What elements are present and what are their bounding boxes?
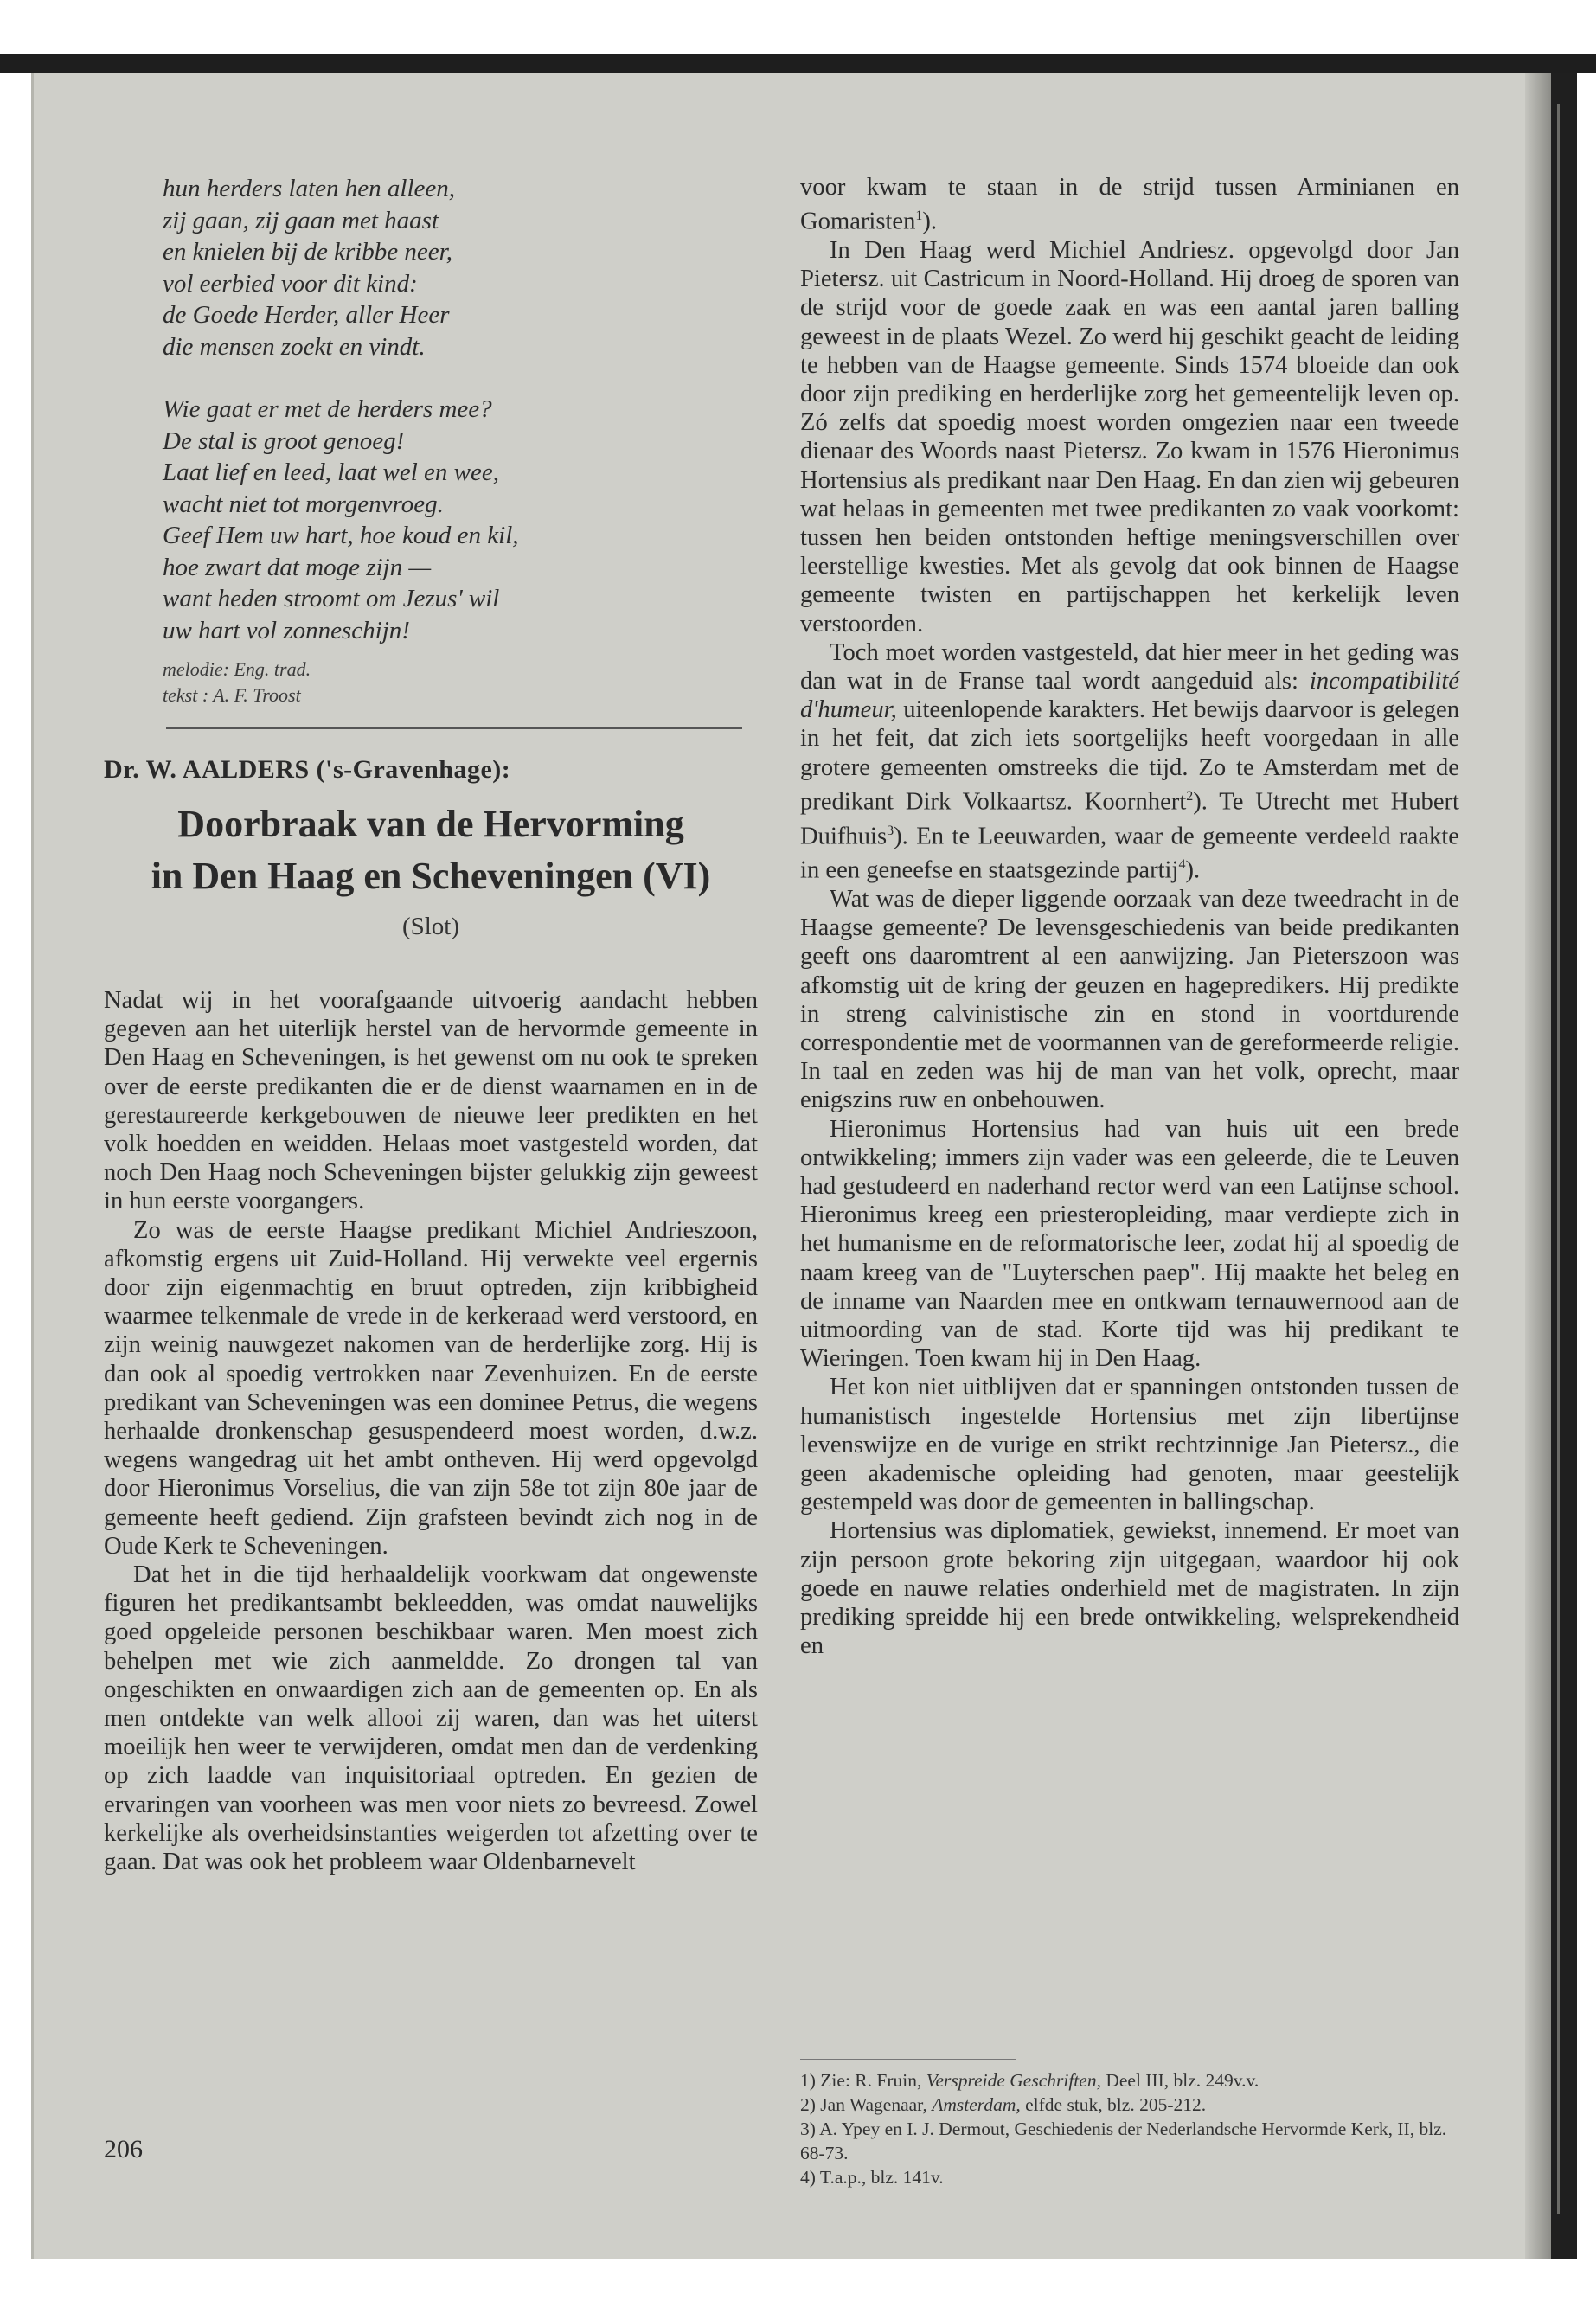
footnote-number: 3) [800,2118,816,2139]
poem-line: de Goede Herder, aller Heer [163,301,450,329]
footnote-number: 4) [800,2167,816,2188]
footnote-number: 1) [800,2070,816,2091]
stanza-gap [163,362,758,394]
footnote-ref: 1 [915,208,923,224]
footnote-italic: Verspreide Geschriften, [926,2070,1101,2091]
paragraph-text: uiteenlopende karakters. Het bewijs daarvoor is gelegen in het feit, dat zich iets soortgelijks heeft voorgedaan in alle grotere gemeenten omstreeks die tijd. Zo te Amsterdam met de predikant Dirk Volkaartsz. Koornhert [800,696,1459,816]
left-column [104,173,758,1876]
poem-line: vol eerbied voor dit kind: [163,269,418,298]
poem-line: en knielen bij de kribbe neer, [163,238,452,266]
footnote-italic: Amsterdam, [932,2094,1021,2115]
paragraph-text: Toch moet worden vastgesteld, dat hier meer in het geding was dan wat in de Franse taal wordt aangeduid als: [800,638,1459,695]
footnote-ref: 4 [1178,857,1186,873]
right-column [800,173,1459,1660]
poem-line: Laat lief en leed, laat wel en wee, [163,458,499,486]
paragraph-text: ). En te Leeuwarden, waar de gemeente verdeeld raakte in een geneefse en staatsgezinde partij [800,823,1459,884]
title-line-1: Doorbraak van de Hervorming [177,803,684,845]
footnote-ref: 2 [1186,788,1194,804]
footnote [800,2093,1459,2117]
poem-line: die mensen zoekt en vindt. [163,332,426,361]
italic-phrase: incompatibilité d'humeur, [800,667,1459,724]
footnote-text: A. Ypey en I. J. Dermout, Geschiedenis der Nederlandsche Hervormde Kerk, II, blz. 68-73. [800,2118,1447,2163]
paragraph: In Den Haag werd Michiel Andriesz. opgevolgd door Jan Pietersz. uit Castricum in Noord-Holland. Hij droeg de sporen van de strijd voor de goede zaak en was een aantal jaren balling geweest in de plaats Wezel. Zo werd hij geschikt geacht de leiding te hebben van de Haagse gemeente. Sinds 1574 bloeide dan ook door zijn prediking en herderlijke zorg het gemeentelijk leven op. Zó zelfs dat spoedig moest worden omgezien naar een tweede dienaar des Woords naast Pietersz. Zo kwam in 1576 Hieronimus Hortensius als predikant naar Den Haag. En dan zien wij gebeuren wat helaas in gemeenten met twee predikanten zo vaak voorkomt: tussen hen beiden ontstonden heftige meningsverschillen over leerstellige kwesties. Met als gevolg dat ook binnen de Haagse gemeente twisten en partijschappen het kerkelijk leven verstoorden. [800,236,1459,638]
paragraph: Wat was de dieper liggende oorzaak van deze tweedracht in de Haagse gemeente? De levensgeschiedenis van beide predikanten geeft ons daaromtrent al een aanwijzing. Jan Pieterszoon was afkomstig uit de kring der geuzen en hagepredikers. Hij predikte in streng calvinistische zin en stond in voortdurende correspondentie met de voormannen van de gereformeerde religie. In taal en zeden was hij de man van het volk, oprecht, maar enigszins ruw en onbehouwen. [800,886,1459,1114]
paragraph: Hieronimus Hortensius had van huis uit een brede ontwikkeling; immers zijn vader was een geleerde, die te Leuven had gestudeerd en naderhand rector werd van een Latijnse school. Hieronimus kreeg een priesteropleiding, maar verdiepte zich in het humanisme en de reformatorische leer, zodat hij al spoedig de naam kreeg van de "Luyterschen paep". Hij maakte het beleg en de inname van Naarden mee en ontkwam ternauwernood aan de uitmoording van de stad. Korte tijd was hij predikant te Wieringen. Toen kwam hij in Den Haag. [800,1115,1459,1373]
poem-line: want heden stroomt om Jezus' wil [163,585,500,612]
footnote-text: T.a.p., blz. 141v. [819,2167,944,2188]
top-margin [0,0,1596,54]
poem-stanza-2 [163,394,758,646]
footnote-text: elfde stuk, blz. 205-212. [1020,2094,1207,2115]
paragraph-text: ). [922,208,938,235]
footnote [800,2068,1459,2093]
paragraph: Het kon niet uitblijven dat er spanningen ontstonden tussen de humanistisch ingestelde Hortensius met zijn libertijnse levenswijze en de vurige en strikt rechtzinnige Jan Pietersz., die geen akademische opleiding had genoten, maar geestelijk gestempeld was door de gemeenten in ballingschap. [800,1374,1459,1516]
article-subtitle: (Slot) [401,913,460,940]
footnote [800,2117,1459,2165]
page-number: 206 [104,2135,143,2163]
bottom-margin [0,2259,1596,2301]
article-author: Dr. W. AALDERS ('s-Gravenhage): [104,755,511,784]
paragraph: Nadat wij in het voorafgaande uitvoerig aandacht hebben gegeven aan het uiterlijk herstel van de hervormde gemeente in Den Haag en Scheveningen, is het gewenst om nu ook te spreken over de eerste predikanten die er de dienst waarnamen en in de gerestaureerde kerkgebouwen de nieuwe leer predikten en het volk hoedden en weidden. Helaas moet vastgesteld worden, dat noch Den Haag noch Scheveningen bijster gelukkig zijn geweest in hun eerste voorgangers. [104,987,758,1215]
paper-left-edge [31,73,34,2259]
poem-credits [163,657,758,708]
section-separator [166,727,742,729]
title-line-2: in Den Haag en Scheveningen (VI) [151,855,711,897]
poem-line: hoe zwart dat moge zijn — [163,553,432,581]
footnotes [800,2059,1459,2189]
poem-line: Geef Hem uw hart, hoe koud en kil, [163,522,519,549]
footnote-ref: 3 [887,823,894,838]
footnote-number: 2) [800,2094,816,2115]
text-credit: tekst : A. F. Troost [163,684,301,706]
paragraph [800,173,1459,236]
top-dark-edge [0,54,1596,73]
paragraph [800,638,1459,885]
paragraph-text: ). Te Utrecht met Hubert Duifhuis [800,788,1459,850]
footnote [800,2165,1459,2189]
book-binding [1551,73,1577,2259]
footnote-text: Jan Wagenaar, [820,2094,933,2115]
poem-line: hun herders laten hen alleen, [163,175,455,202]
paragraph: Dat het in die tijd herhaaldelijk voorkwam dat ongewenste figuren het predikantsambt bekleedden, was omdat nauwelijks goed opgeleide personen beschikbaar waren. Men moest zich behelpen met wie zich aanmeldde. Zo drongen tal van ongeschikten en onwaardigen zich aan de gemeenten op. En als men ontdekte van welk allooi zij waren, dan was het uiterst moeilijk hen weer te verwijderen, omdat men dan de verdenking op zich laadde van inquisitoriaal optreden. En gezien de ervaringen van voorheen was men voor niets zo bevreesd. Zowel kerkelijke als overheidsinstanties weigerden tot afzetting over te gaan. Dat was ook het probleem waar Oldenbarnevelt [104,1561,758,1876]
paragraph-text: voor kwam te staan in de strijd tussen Arminianen en Gomaristen [800,174,1459,235]
paragraph: Hortensius was diplomatiek, gewiekst, innemend. Er moet van zijn persoon grote bekoring zijn uitgegaan, waardoor hij ook goede en nauwe relaties onderhield met de magistraten. In zijn prediking spreidde hij een brede ontwikkeling, welsprekendheid en [800,1517,1459,1660]
melody-credit: melodie: Eng. trad. [163,658,311,680]
footnote-text: Deel III, blz. 249v.v. [1100,2070,1259,2091]
footnote-rule [800,2059,1016,2060]
paragraph: Zo was de eerste Haagse predikant Michiel Andrieszoon, afkomstig ergens uit Zuid-Holland. Hij verwekte veel ergernis door zijn eigenmachtig en bruut optreden, zijn kribbigheid waarmee telkenmale de vrede in de kerkeraad werd verstoord, en zijn weinig nauwgezet nakomen van de herderlijke zorg. Hij is dan ook al spoedig vertrokken naar Zevenhuizen. En de eerste predikant van Scheveningen was een dominee Petrus, die wegens herhaalde dronkenschap gesuspendeerd moest worden, d.w.z. wegens wangedrag uit het ambt ontheven. Hij werd opgevolgd door Hieronimus Vorselius, die van zijn 58e tot zijn 80e jaar de gemeente heeft gediend. Zijn grafsteen bevindt zich nog in de Oude Kerk te Scheveningen. [104,1216,758,1560]
poem-line: Wie gaat er met de herders mee? [163,395,492,423]
poem-stanza-1 [163,173,758,362]
poem-line: De stal is groot genoeg! [163,426,405,455]
poem [163,173,758,708]
footnote-text: Zie: R. Fruin, [820,2070,926,2091]
left-body-text [104,986,758,1876]
binding-shadow [1525,73,1551,2259]
poem-line: zij gaan, zij gaan met haast [163,206,439,234]
poem-line: uw hart vol zonneschijn! [163,616,410,644]
poem-line: wacht niet tot morgenvroeg. [163,490,444,518]
binding-line [1557,104,1560,2214]
article-title [104,798,758,902]
paragraph-text: ). [1185,856,1201,884]
